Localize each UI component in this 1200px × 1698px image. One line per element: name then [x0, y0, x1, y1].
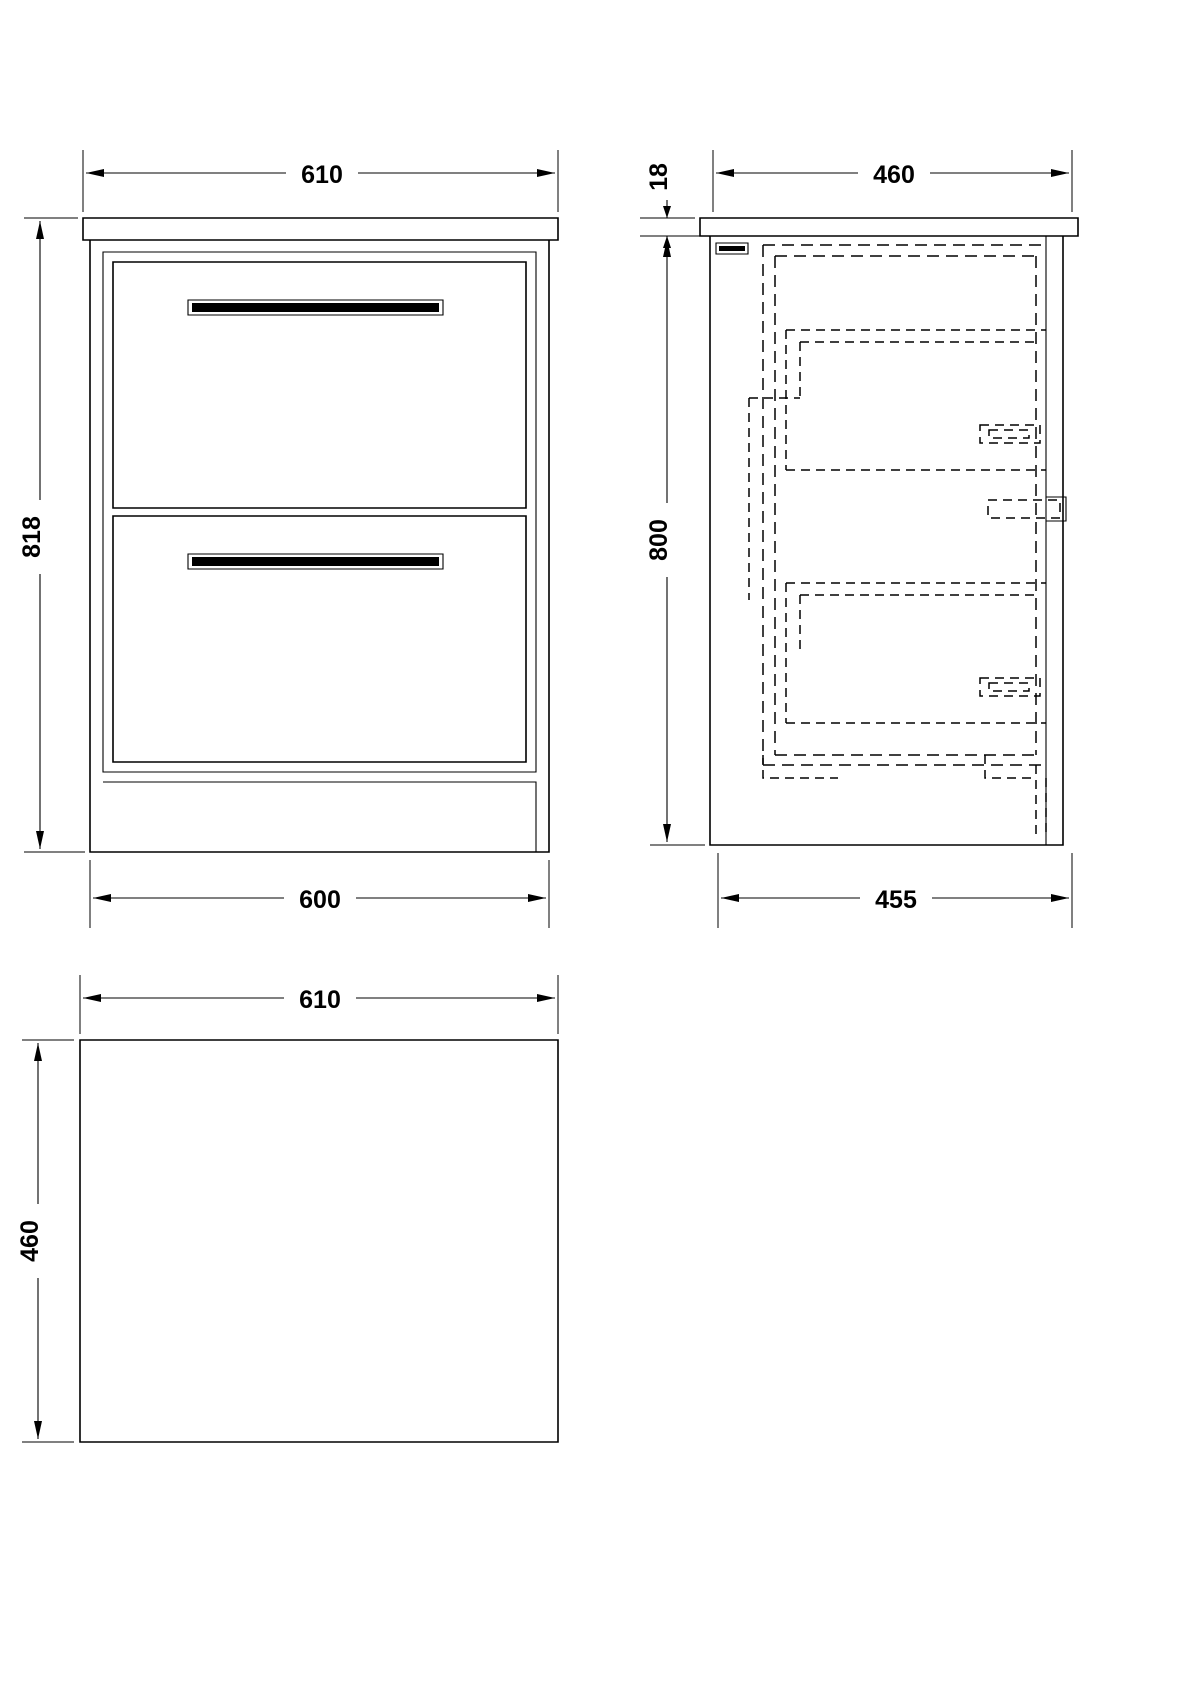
- side-worktop: [700, 218, 1078, 236]
- front-worktop: [83, 218, 558, 240]
- front-drawer-upper-handle-fill: [192, 303, 439, 312]
- side-arrow-right-455: [1051, 894, 1069, 902]
- front-drawer-upper: [113, 262, 526, 508]
- front-arrow-right-600: [528, 894, 546, 902]
- side-arrow-bottom-800: [663, 824, 671, 842]
- side-dim-455-text: 455: [875, 886, 917, 914]
- side-dim-460-text: 460: [873, 161, 915, 189]
- side-fixing-bracket-fill: [719, 246, 745, 251]
- plan-arrow-top-460: [34, 1043, 42, 1061]
- front-plinth: [103, 782, 536, 852]
- side-arrow-18-top: [663, 206, 671, 218]
- front-drawer-lower: [113, 516, 526, 762]
- side-drawer-upper-catch-inner: [989, 430, 1029, 438]
- front-elevation-view: [18, 150, 558, 928]
- side-foot-left: [763, 755, 838, 778]
- plan-outline: [80, 1040, 558, 1442]
- front-dim-610-text: 610: [301, 161, 343, 189]
- front-arrow-bottom-818: [36, 831, 44, 849]
- plan-view: [16, 975, 558, 1442]
- side-arrow-left-455: [721, 894, 739, 902]
- front-drawer-lower-handle-fill: [192, 557, 439, 566]
- front-arrow-left-610: [86, 169, 104, 177]
- side-dim-18-text: 18: [645, 163, 673, 191]
- plan-arrow-left-610: [83, 994, 101, 1002]
- front-arrow-left-600: [93, 894, 111, 902]
- plan-dim-610-text: 610: [299, 986, 341, 1014]
- front-inner-frame: [103, 252, 536, 772]
- plan-arrow-bottom-460: [34, 1421, 42, 1439]
- front-arrow-top-818: [36, 221, 44, 239]
- front-dim-600-text: 600: [299, 886, 341, 914]
- plan-arrow-right-610: [537, 994, 555, 1002]
- side-dim-800-text: 800: [645, 519, 673, 561]
- side-mid-latch: [988, 500, 1060, 518]
- front-cabinet-outline: [90, 240, 549, 852]
- side-arrow-right-460: [1051, 169, 1069, 177]
- side-elevation-view: [640, 150, 1078, 928]
- side-foot-right: [985, 755, 1036, 778]
- front-dim-818-text: 818: [18, 516, 46, 558]
- side-drawer-lower-catch-inner: [989, 683, 1029, 691]
- side-arrow-left-460: [716, 169, 734, 177]
- plan-dim-460-text: 460: [16, 1220, 44, 1262]
- front-arrow-right-610: [537, 169, 555, 177]
